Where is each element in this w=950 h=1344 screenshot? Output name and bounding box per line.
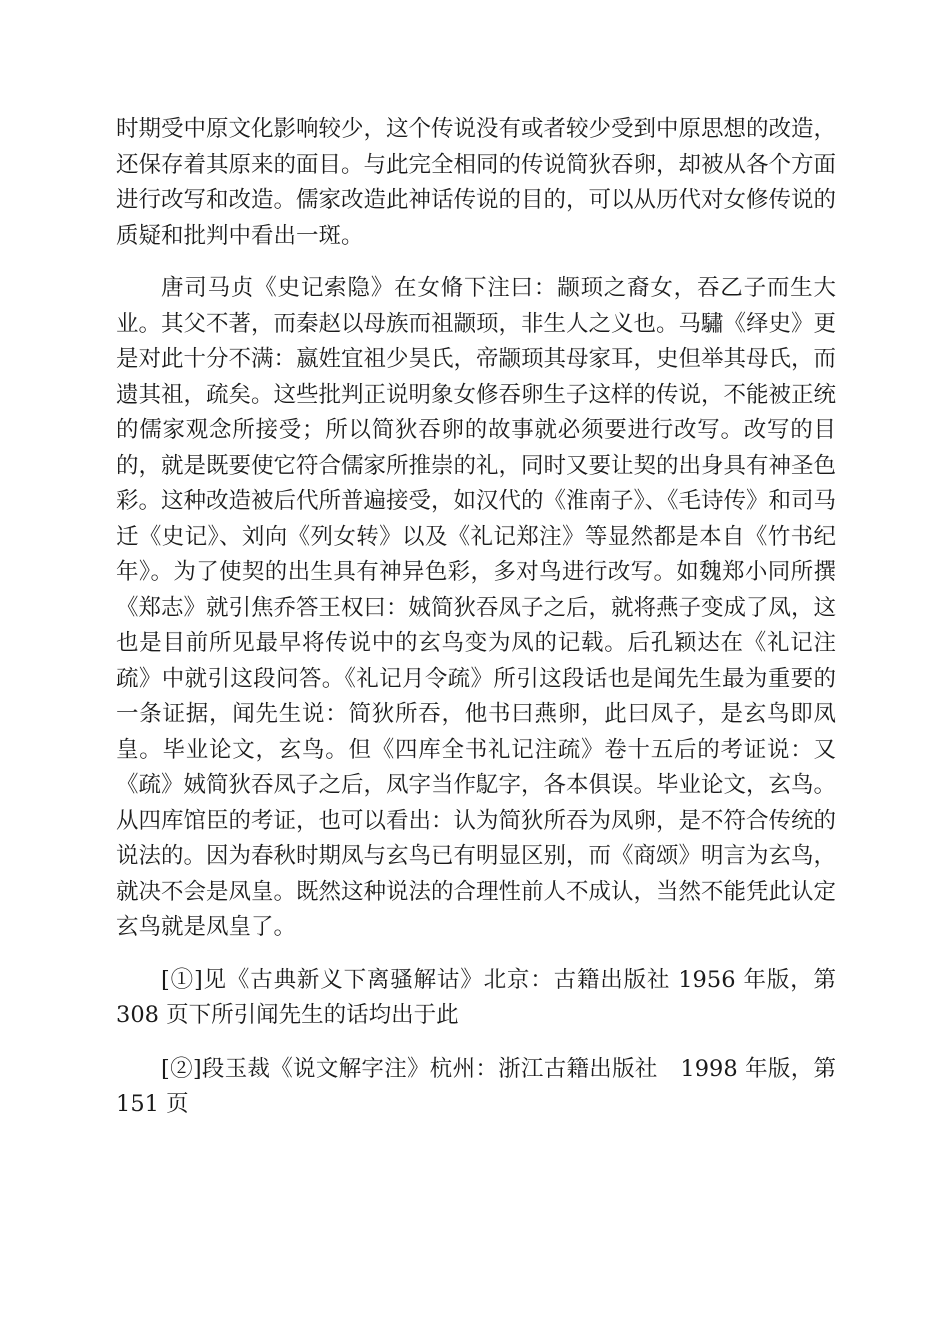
body-paragraph-continued: 时期受中原文化影响较少，这个传说没有或者较少受到中原思想的改造，还保存着其原来的面目。与此完全相同的传说简狄吞卵，却被从各个方面进行改写和改造。儒家改造此神话传说的目的，可以从历代对女修传说的质疑和批判中看出一斑。: [116, 116, 837, 249]
document-body: [116, 112, 836, 1123]
footnote-2: [②]段玉裁《说文解字注》杭州：浙江古籍出版社 1998 年版，第 151 页: [116, 1055, 836, 1117]
body-paragraph: 唐司马贞《史记索隐》在女脩下注曰：颛顼之裔女，吞乙子而生大业。其父不著，而秦赵以母族而祖颛顼，非生人之义也。马驌《绎史》更是对此十分不满：嬴姓宜祖少昊氏，帝颛顼其母家耳，史但举其母氏，而遗其祖，疏矣。这些批判正说明象女修吞卵生子这样的传说，不能被正统的儒家观念所接受；所以简狄吞卵的故事就必须要进行改写。改写的目的，就是既要使它符合儒家所推崇的礼，同时又要让契的出身具有神圣色彩。这种改造被后代所普遍接受，如汉代的《淮南子》、《毛诗传》和司马迁《史记》、刘向《列女转》以及《礼记郑注》等显然都是本自《竹书纪年》。为了使契的出生具有神异色彩，多对鸟进行改写。如魏郑小同所撰《郑志》就引焦乔答王权曰：娀简狄吞凤子之后，就将燕子变成了凤，这也是目前所见最早将传说中的玄鸟变为凤的记载。后孔颖达在《礼记注疏》中就引这段问答。《礼记月令疏》所引这段话也是闻先生最为重要的一条证据，闻先生说：简狄所吞，他书曰燕卵，此曰凤子，是玄鸟即凤皇。毕业论文，玄鸟。但《四库全书礼记注疏》卷十五后的考证说：又《疏》娀简狄吞凤子之后，凤字当作鳦字，各本俱误。毕业论文，玄鸟。从四库馆臣的考证，也可以看出：认为简狄所吞为凤卵，是不符合传统的说法的。因为春秋时期凤与玄鸟已有明显区别，而《商颂》明言为玄鸟，就决不会是凤皇。既然这种说法的合理性前人不成认，当然不能凭此认定玄鸟就是凤皇了。: [116, 275, 837, 940]
footnote-1: [①]见《古典新义下离骚解诂》北京：古籍出版社 1956 年版，第 308 页下所引闻先生的话均出于此: [116, 966, 836, 1028]
